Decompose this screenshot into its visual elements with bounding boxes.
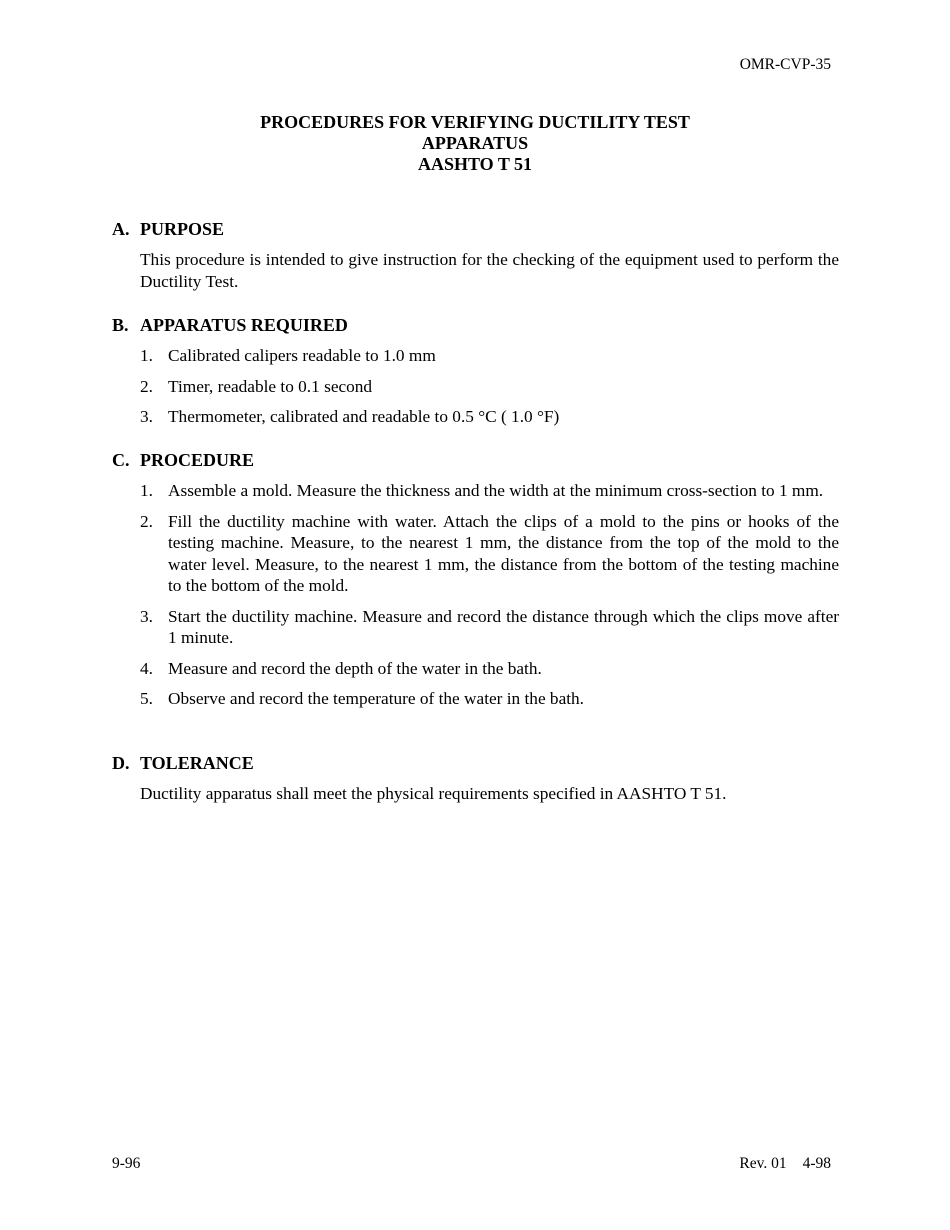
list-item xyxy=(140,606,839,649)
section-body: Ductility apparatus shall meet the physical requirements specified in AASHTO T 51. xyxy=(140,784,727,803)
list-item xyxy=(140,688,839,710)
list-item-number: 5. xyxy=(140,689,153,708)
section-heading xyxy=(112,450,839,471)
list-item xyxy=(140,345,839,367)
section-title: PROCEDURE xyxy=(140,450,255,470)
document-id: OMR-CVP-35 xyxy=(739,56,831,73)
procedure-list xyxy=(140,480,839,710)
section-purpose xyxy=(112,219,839,292)
list-item-text: Fill the ductility machine with water. Attach the clips of a mold to the pins or hooks of the testing machine. Measure, to the nearest 1 mm, the distance from the top of the mold to the water level. Measure, to the nearest 1 mm, the distance from the bottom of the testing machine to the bottom of the mold. xyxy=(168,511,839,595)
list-item-text: Thermometer, calibrated and readable to 0.5 °C ( 1.0 °F) xyxy=(168,407,560,426)
footer-issue-date: 9-96 xyxy=(112,1155,141,1172)
section-letter: B. xyxy=(112,315,129,335)
section-title: APPARATUS REQUIRED xyxy=(140,315,348,335)
title-line-2: APPARATUS xyxy=(421,133,529,153)
list-item-number: 2. xyxy=(140,511,153,531)
footer-revision xyxy=(739,1155,831,1173)
list-item-text: Observe and record the temperature of the water in the bath. xyxy=(168,689,585,708)
list-item xyxy=(140,480,839,502)
list-item-number: 1. xyxy=(140,346,153,365)
section-heading xyxy=(112,315,839,336)
section-letter: C. xyxy=(112,450,130,470)
list-item-text: Assemble a mold. Measure the thickness and the width at the minimum cross-section to 1 mm. xyxy=(168,481,824,500)
list-item-text: Start the ductility machine. Measure and record the distance through which the clips move after 1 minute. xyxy=(168,606,839,647)
list-item-text: Calibrated calipers readable to 1.0 mm xyxy=(168,346,436,365)
section-heading xyxy=(112,753,839,774)
list-item-text: Timer, readable to 0.1 second xyxy=(168,376,373,396)
list-item xyxy=(140,658,839,680)
list-item xyxy=(140,376,839,398)
section-apparatus-required xyxy=(112,315,839,428)
list-item xyxy=(140,511,839,597)
section-letter: D. xyxy=(112,753,130,773)
list-item-number: 1. xyxy=(140,481,153,500)
section-tolerance xyxy=(112,753,839,805)
section-title: TOLERANCE xyxy=(140,753,254,773)
section-procedure xyxy=(112,450,839,710)
list-item-number: 4. xyxy=(140,658,153,678)
list-item xyxy=(140,406,839,428)
list-item-number: 2. xyxy=(140,376,153,396)
section-title: PURPOSE xyxy=(140,219,225,239)
apparatus-list xyxy=(140,345,839,428)
list-item-number: 3. xyxy=(140,606,153,626)
section-letter: A. xyxy=(112,219,130,239)
document-title xyxy=(0,112,950,175)
title-line-1: PROCEDURES FOR VERIFYING DUCTILITY TEST xyxy=(260,112,690,132)
title-line-3: AASHTO T 51 xyxy=(417,154,533,174)
revision-date: 4-98 xyxy=(802,1155,831,1172)
list-item-number: 3. xyxy=(140,407,153,426)
revision-number: Rev. 01 xyxy=(739,1155,787,1172)
section-body: This procedure is intended to give instruction for the checking of the equipment used to perform the Ductility Test. xyxy=(140,250,839,291)
list-item-text: Measure and record the depth of the water in the bath. xyxy=(168,658,542,678)
section-heading xyxy=(112,219,839,240)
